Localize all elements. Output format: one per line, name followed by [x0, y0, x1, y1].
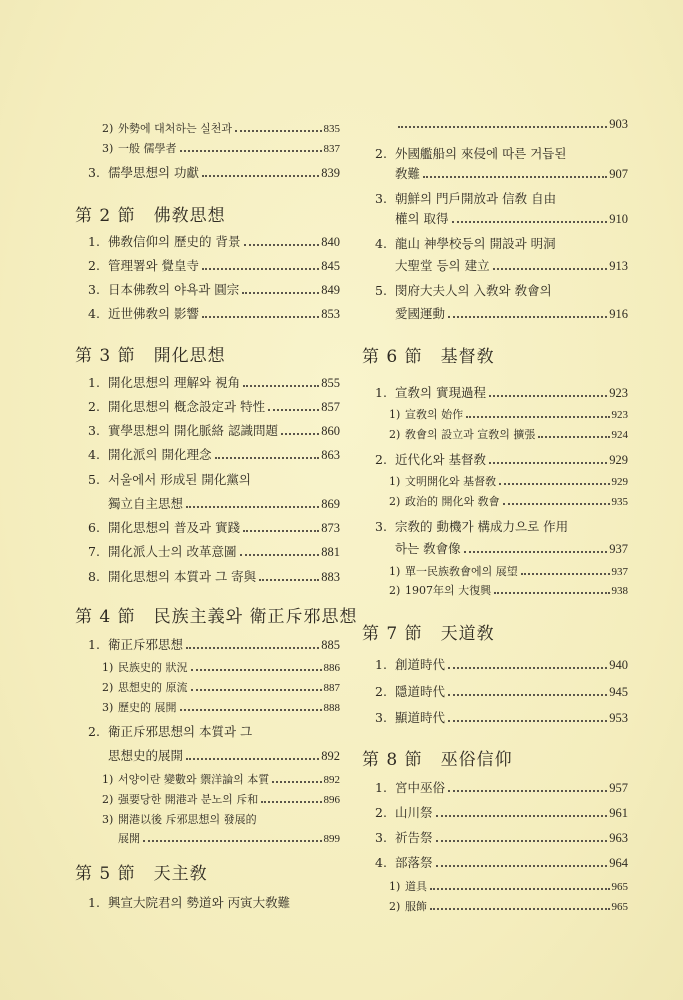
toc-entry	[389, 426, 628, 442]
toc-entry	[102, 791, 340, 807]
page-number: 860	[321, 423, 340, 438]
page-number: 907	[609, 166, 628, 181]
entry-number: 1.	[375, 656, 387, 672]
entry-title: 衛正斥邪思想의 本質과 그	[108, 723, 253, 739]
dot-leader	[261, 801, 321, 803]
entry-number: 2.	[88, 398, 100, 414]
section-heading	[75, 341, 226, 366]
entry-title: 開化派人士의 改革意圖	[108, 543, 237, 559]
toc-entry	[389, 493, 628, 509]
entry-number: 5.	[375, 282, 387, 298]
page-number: 839	[321, 165, 340, 180]
dot-leader	[503, 503, 610, 505]
entry-title: 創道時代	[395, 656, 446, 672]
toc-entry	[88, 232, 340, 250]
section-number: 第 3 節	[75, 346, 136, 366]
dot-leader	[448, 667, 607, 669]
page-number: 953	[609, 710, 628, 725]
page-number: 849	[321, 282, 340, 297]
toc-entry	[395, 304, 628, 322]
toc-entry	[375, 803, 628, 821]
toc-entry	[395, 117, 628, 132]
dot-leader	[436, 840, 608, 842]
toc-entry	[88, 373, 340, 391]
dot-leader	[448, 694, 607, 696]
page-number: 837	[323, 142, 340, 155]
entry-number: 3.	[375, 518, 387, 534]
page-number: 888	[323, 701, 340, 714]
toc-entry	[102, 659, 340, 675]
dot-leader	[499, 483, 609, 485]
dot-leader	[423, 176, 607, 178]
dot-leader	[430, 908, 610, 910]
toc-entry	[88, 470, 251, 488]
section-heading	[75, 602, 357, 627]
toc-entry	[395, 164, 628, 182]
entry-title: 開化思想의 本質과 그 寄與	[108, 568, 257, 584]
dot-leader	[186, 758, 319, 760]
entry-title: 隱道時代	[395, 683, 446, 699]
toc-entry	[88, 635, 340, 653]
dot-leader	[436, 865, 608, 867]
entry-number: 1.	[88, 636, 100, 652]
toc-entry	[375, 144, 566, 162]
page-number: 957	[609, 780, 628, 795]
entry-title: 管理署와 覺皇寺	[108, 257, 200, 273]
toc-entry	[108, 746, 340, 764]
page-number: 863	[321, 447, 340, 462]
entry-number: 3.	[88, 422, 100, 438]
section-number: 第 7 節	[362, 624, 423, 644]
entry-title: 宣敎의 始作	[405, 407, 464, 421]
dot-leader	[202, 316, 319, 318]
entry-title: 近代化와 基督敎	[395, 451, 487, 467]
entry-title: 敎會의 設立과 宣敎의 擴張	[405, 427, 536, 441]
toc-entry	[389, 563, 628, 579]
toc-entry	[102, 120, 340, 136]
toc-entry	[88, 445, 340, 463]
entry-title: 朝鮮의 門戶開放과 信敎 自由	[395, 190, 557, 206]
entry-number: 5.	[88, 471, 100, 487]
dot-leader	[243, 385, 319, 387]
entry-number: 1)	[389, 879, 401, 893]
entry-number: 2)	[389, 494, 401, 508]
toc-entry	[102, 140, 340, 156]
toc-entry	[88, 163, 340, 181]
toc-entry	[108, 494, 340, 512]
entry-number: 1.	[375, 384, 387, 400]
entry-title: 龍山 神學校등의 開設과 明洞	[395, 235, 556, 251]
section-heading	[362, 342, 495, 367]
dot-leader	[398, 126, 607, 128]
page-number: 873	[321, 520, 340, 535]
dot-leader	[268, 409, 319, 411]
page-number: 910	[609, 211, 628, 226]
entry-number: 1.	[375, 779, 387, 795]
entry-title: 開化思想의 普及과 實踐	[108, 519, 241, 535]
dot-leader	[240, 554, 320, 556]
page-number: 945	[609, 684, 628, 699]
page-number: 916	[609, 306, 628, 321]
entry-number: 4.	[88, 446, 100, 462]
page-number: 965	[611, 900, 628, 913]
entry-number: 2)	[102, 792, 114, 806]
section-title: 巫俗信仰	[440, 750, 513, 770]
entry-title: 1907年의 大復興	[405, 583, 492, 597]
entry-title: 外國艦船의 來侵에 따른 거듭된	[395, 145, 567, 161]
toc-entry	[375, 517, 568, 535]
entry-title: 思想史的 原流	[118, 680, 188, 694]
entry-number: 3.	[375, 190, 387, 206]
page-number: 938	[611, 584, 628, 597]
section-title: 民族主義와 衛正斥邪思想	[153, 607, 358, 627]
entry-title: 興宣大院君의 勢道와 丙寅大敎難	[108, 894, 291, 910]
toc-entry	[389, 898, 628, 914]
toc-entry	[389, 878, 628, 894]
page-number: 887	[323, 681, 340, 694]
dot-leader	[191, 669, 322, 671]
dot-leader	[215, 457, 320, 459]
section-number: 第 5 節	[75, 864, 136, 884]
page-number: 935	[611, 495, 628, 508]
toc-entry	[389, 406, 628, 422]
entry-title: 敎難	[395, 165, 421, 181]
toc-entry	[395, 256, 628, 274]
toc-entry	[375, 234, 556, 252]
section-number: 第 4 節	[75, 607, 136, 627]
toc-entry	[389, 473, 628, 489]
section-title: 佛敎思想	[153, 206, 226, 226]
toc-entry	[375, 450, 628, 468]
dot-leader	[186, 506, 319, 508]
entry-title: 一般 儒學者	[118, 141, 177, 155]
entry-number: 2.	[375, 804, 387, 820]
toc-entry	[375, 383, 628, 401]
entry-number: 1)	[389, 564, 401, 578]
entry-title: 山川祭	[395, 804, 433, 820]
dot-leader	[243, 530, 319, 532]
dot-leader	[259, 579, 319, 581]
dot-leader	[281, 433, 319, 435]
dot-leader	[272, 781, 321, 783]
page-number: 929	[611, 475, 628, 488]
entry-number: 4.	[375, 235, 387, 251]
section-title: 基督敎	[440, 347, 495, 367]
toc-entry	[88, 280, 340, 298]
entry-title: 日本佛敎의 야욕과 圓宗	[108, 281, 240, 297]
entry-title: 部落祭	[395, 854, 433, 870]
entry-number: 6.	[88, 519, 100, 535]
dot-leader	[489, 395, 607, 397]
entry-title: 서양이란 變數와 禦洋論의 本質	[118, 772, 270, 786]
entry-number: 1)	[102, 772, 114, 786]
page-number: 940	[609, 657, 628, 672]
toc-entry	[102, 771, 340, 787]
entry-number: 2.	[375, 451, 387, 467]
toc-entry	[375, 778, 628, 796]
toc-entry	[88, 893, 290, 911]
entry-number: 2.	[375, 683, 387, 699]
dot-leader	[538, 436, 609, 438]
dot-leader	[436, 815, 608, 817]
entry-title: 政治的 開化와 敎會	[405, 494, 500, 508]
entry-title: 開化思想의 槪念設定과 特性	[108, 398, 266, 414]
toc-entry	[375, 682, 628, 700]
entry-title: 外勢에 대처하는 실천과	[118, 121, 233, 135]
entry-number: 8.	[88, 568, 100, 584]
section-heading	[362, 745, 513, 770]
entry-number: 2)	[102, 121, 114, 135]
entry-title: 單一民族敎會에의 展望	[405, 564, 518, 578]
entry-title: 近世佛敎의 影響	[108, 305, 200, 321]
entry-title: 開港以後 斥邪思想의 發展的	[118, 812, 257, 826]
entry-number: 1.	[88, 894, 100, 910]
entry-number: 3)	[102, 812, 114, 826]
entry-number: 3)	[102, 141, 114, 155]
page-number: 964	[609, 855, 628, 870]
dot-leader	[448, 790, 607, 792]
page-number: 855	[321, 375, 340, 390]
toc-entry	[389, 582, 628, 598]
section-title: 開化思想	[153, 346, 226, 366]
entry-number: 2.	[88, 723, 100, 739]
page-number: 869	[321, 496, 340, 511]
entry-number: 2)	[102, 680, 114, 694]
dot-leader	[448, 316, 607, 318]
page-number: 961	[609, 805, 628, 820]
entry-title: 獨立自主思想	[108, 495, 184, 511]
section-number: 第 8 節	[362, 750, 423, 770]
dot-leader	[448, 720, 607, 722]
entry-number: 2)	[389, 427, 401, 441]
entry-number: 1)	[102, 660, 114, 674]
entry-title: 文明開化와 基督敎	[405, 474, 497, 488]
entry-number: 4.	[88, 305, 100, 321]
dot-leader	[466, 416, 609, 418]
entry-title: 開化派의 開化理念	[108, 446, 212, 462]
entry-title: 宣敎의 實現過程	[395, 384, 487, 400]
toc-entry	[88, 397, 340, 415]
toc-entry	[375, 655, 628, 673]
dot-leader	[244, 244, 320, 246]
page-number: 923	[609, 385, 628, 400]
entry-number: 3.	[375, 709, 387, 725]
entry-title: 實學思想의 開化脈絡 認識問題	[108, 422, 279, 438]
toc-entry	[88, 542, 340, 560]
dot-leader	[452, 221, 608, 223]
page-number: 881	[321, 544, 340, 559]
dot-leader	[464, 551, 608, 553]
page-number: 845	[321, 258, 340, 273]
page-number: 892	[321, 748, 340, 763]
page-number: 965	[611, 880, 628, 893]
entry-title: 權의 取得	[395, 210, 449, 226]
toc-entry	[375, 281, 552, 299]
entry-title: 服飾	[405, 899, 427, 913]
section-title: 天道敎	[440, 624, 495, 644]
dot-leader	[143, 840, 322, 842]
toc-entry	[88, 256, 340, 274]
toc-entry	[88, 567, 340, 585]
page-number: 840	[321, 234, 340, 249]
entry-number: 2)	[389, 583, 401, 597]
toc-entry	[88, 518, 340, 536]
page-number: 913	[609, 258, 628, 273]
page-number: 835	[323, 122, 340, 135]
toc-entry	[88, 421, 340, 439]
entry-title: 宗敎的 動機가 構成力으로 作用	[395, 518, 569, 534]
dot-leader	[202, 268, 319, 270]
entry-title: 祈告祭	[395, 829, 433, 845]
section-heading	[75, 859, 208, 884]
dot-leader	[521, 573, 610, 575]
entry-number: 3.	[375, 829, 387, 845]
entry-title: 衛正斥邪思想	[108, 636, 184, 652]
toc-entry	[102, 679, 340, 695]
dot-leader	[180, 150, 322, 152]
entry-title: 儒學思想의 功獻	[108, 164, 200, 180]
page-number: 937	[611, 565, 628, 578]
toc-entry	[395, 209, 628, 227]
entry-title: 佛敎信仰의 歷史的 背景	[108, 233, 241, 249]
page-number: 929	[609, 452, 628, 467]
entry-title: 展開	[118, 831, 140, 845]
entry-number: 2.	[375, 145, 387, 161]
entry-title: 歷史的 展開	[118, 700, 177, 714]
entry-number: 3)	[102, 700, 114, 714]
entry-title: 强要당한 開港과 분노의 斥和	[118, 792, 259, 806]
toc-entry	[375, 853, 628, 871]
entry-title: 大聖堂 등의 建立	[395, 257, 490, 273]
dot-leader	[430, 888, 610, 890]
page-number: 923	[611, 408, 628, 421]
page-number: 883	[321, 569, 340, 584]
entry-title: 愛國運動	[395, 305, 446, 321]
page-number: 899	[323, 832, 340, 845]
entry-title: 서울에서 形成된 開化黨의	[108, 471, 251, 487]
toc-entry	[375, 828, 628, 846]
page-number: 857	[321, 399, 340, 414]
entry-title: 顯道時代	[395, 709, 446, 725]
toc-entry	[88, 722, 252, 740]
toc-entry	[88, 304, 340, 322]
entry-number: 3.	[88, 281, 100, 297]
entry-title: 閔府大夫人의 入敎와 敎會의	[395, 282, 552, 298]
dot-leader	[180, 709, 322, 711]
entry-number: 2.	[88, 257, 100, 273]
page-number: 937	[609, 541, 628, 556]
toc-entry	[375, 189, 556, 207]
page-number: 853	[321, 306, 340, 321]
dot-leader	[489, 462, 607, 464]
toc-entry	[102, 811, 257, 827]
entry-title: 하는 敎會像	[395, 540, 461, 556]
section-number: 第 2 節	[75, 206, 136, 226]
section-number: 第 6 節	[362, 347, 423, 367]
entry-number: 3.	[88, 164, 100, 180]
dot-leader	[202, 175, 319, 177]
entry-number: 7.	[88, 543, 100, 559]
dot-leader	[242, 292, 319, 294]
entry-title: 道具	[405, 879, 427, 893]
entry-title: 開化思想의 理解와 視角	[108, 374, 241, 390]
toc-entry	[375, 708, 628, 726]
page-number: 886	[323, 661, 340, 674]
section-title: 天主敎	[153, 864, 208, 884]
entry-title: 民族史的 狀況	[118, 660, 188, 674]
entry-number: 4.	[375, 854, 387, 870]
toc-entry	[102, 699, 340, 715]
toc-entry	[395, 539, 628, 557]
dot-leader	[493, 268, 608, 270]
page-number: 924	[611, 428, 628, 441]
section-heading	[75, 201, 226, 226]
entry-number: 1)	[389, 407, 401, 421]
page-number: 963	[609, 830, 628, 845]
entry-title: 宮中巫俗	[395, 779, 446, 795]
entry-number: 1)	[389, 474, 401, 488]
page-number: 896	[323, 793, 340, 806]
page-number: 892	[323, 773, 340, 786]
dot-leader	[191, 689, 322, 691]
entry-number: 1.	[88, 233, 100, 249]
dot-leader	[494, 592, 609, 594]
entry-number: 2)	[389, 899, 401, 913]
dot-leader	[186, 647, 319, 649]
dot-leader	[235, 130, 321, 132]
toc-entry	[118, 830, 340, 846]
page-number: 885	[321, 637, 340, 652]
section-heading	[362, 619, 495, 644]
page-number: 903	[609, 116, 628, 131]
entry-number: 1.	[88, 374, 100, 390]
entry-title: 思想史的展開	[108, 747, 184, 763]
